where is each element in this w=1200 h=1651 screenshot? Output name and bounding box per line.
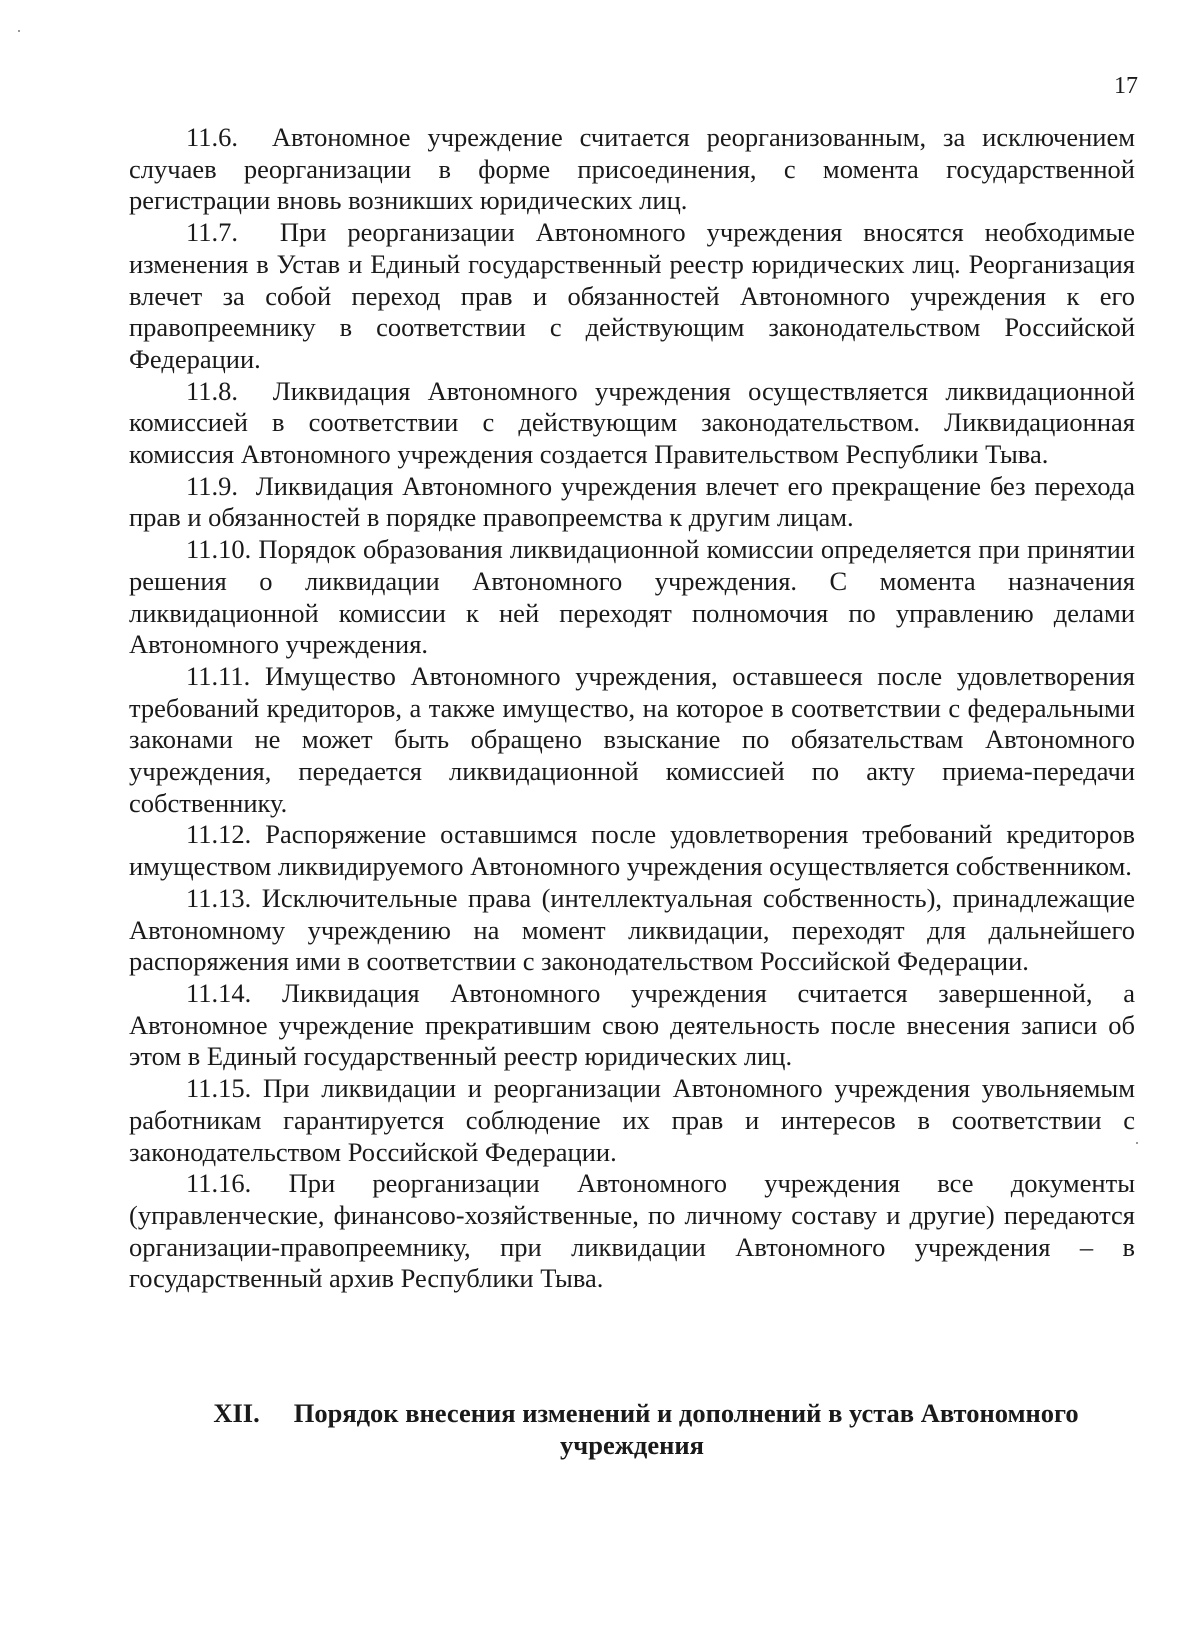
clause-11-6 — [129, 122, 1135, 217]
clause-text: При реорганизации Автономного учреждения все документы (управленческие, финансово-хозяйственные, по личному составу и другие) передаются организации-правопреемнику, при ликвидации Автономного учреждения – в государственный архив Республики Тыва. — [129, 1168, 1135, 1294]
clause-number: 11.16. — [186, 1168, 252, 1199]
clause-11-10 — [129, 534, 1135, 661]
clause-number: 11.12. — [186, 819, 252, 850]
clause-11-8 — [129, 376, 1135, 471]
section-heading-line-1 — [129, 1397, 1135, 1429]
clause-11-16 — [129, 1168, 1135, 1295]
page-number: 17 — [1114, 73, 1138, 99]
clause-text: Порядок образования ликвидационной комиссии определяется при принятии решения о ликвидации Автономного учреждения. С момента назначения ликвидационной комиссии к ней переходят полномочия по управлению делами Автономного учреждения. — [129, 534, 1135, 660]
clause-11-9 — [129, 471, 1135, 534]
clause-number: 11.9. — [186, 470, 239, 501]
section-heading — [129, 1397, 1135, 1461]
clause-11-7 — [129, 217, 1135, 376]
clause-11-12 — [129, 819, 1135, 882]
clause-text: Ликвидация Автономного учреждения осуществляется ликвидационной комиссией в соответствии с действующим законодательством. Ликвидационная комиссия Автономного учреждения создается Правительством Республики Тыва. — [129, 375, 1136, 470]
clause-number: 11.14. — [186, 977, 252, 1008]
clause-11-15 — [129, 1073, 1135, 1168]
clause-text: При реорганизации Автономного учреждения вносятся необходимые изменения в Устав и Единый государственный реестр юридических лиц. Реорганизация влечет за собой переход прав и обязанностей Автономного учреждения к его правопреемнику в соответствии с действующим законодательством Российской Федерации. — [129, 217, 1135, 374]
clause-11-11 — [129, 661, 1135, 820]
section-title-continued: учреждения — [560, 1430, 704, 1460]
clause-number: 11.7. — [186, 217, 239, 248]
clause-11-14 — [129, 978, 1135, 1073]
clause-number: 11.15. — [186, 1073, 252, 1104]
clause-text: Имущество Автономного учреждения, оставшееся после удовлетворения требований кредиторов, а также имущество, на которое в соответствии с федеральными законами не может быть обращено взыскание по обязательствам Автономного учреждения, передается ликвидационной комиссией по акту приема-передачи собственнику. — [129, 660, 1135, 818]
section-number: XII. — [213, 1398, 260, 1428]
clause-number: 11.11. — [186, 660, 251, 691]
document-body — [129, 122, 1135, 1295]
clause-text: Ликвидация Автономного учреждения считается завершенной, а Автономное учреждение прекратившим свою деятельность после внесения записи об этом в Единый государственный реестр юридических лиц. — [129, 977, 1136, 1072]
clause-number: 11.8. — [186, 375, 239, 406]
clause-11-13 — [129, 883, 1135, 978]
clause-number: 11.10. — [186, 534, 252, 565]
clause-number: 11.6. — [186, 122, 239, 152]
clause-text: Автономное учреждение считается реорганизованным, за исключением случаев реорганизации в форме присоединения, с момента государственной регистрации вновь возникших юридических лиц. — [129, 122, 1135, 216]
clause-text: При ликвидации и реорганизации Автономного учреждения увольняемым работникам гарантируется соблюдение их прав и интересов в соответствии с законодательством Российской Федерации. — [129, 1073, 1135, 1167]
scan-speck — [18, 30, 20, 32]
clause-text: Ликвидация Автономного учреждения влечет его прекращение без перехода прав и обязанностей в порядке правопреемства к другим лицам. — [129, 470, 1136, 533]
section-title: Порядок внесения изменений и дополнений в устав Автономного — [293, 1398, 1079, 1428]
clause-text: Исключительные права (интеллектуальная собственность), принадлежащие Автономному учреждению на момент ликвидации, переходят для дальнейшего распоряжения ими в соответствии с законодательством Российской Федерации. — [129, 882, 1135, 977]
clause-text: Распоряжение оставшимся после удовлетворения требований кредиторов имуществом ликвидируемого Автономного учреждения осуществляется собственником. — [129, 819, 1136, 882]
scan-speck — [1136, 1142, 1138, 1144]
clause-number: 11.13. — [186, 882, 252, 913]
